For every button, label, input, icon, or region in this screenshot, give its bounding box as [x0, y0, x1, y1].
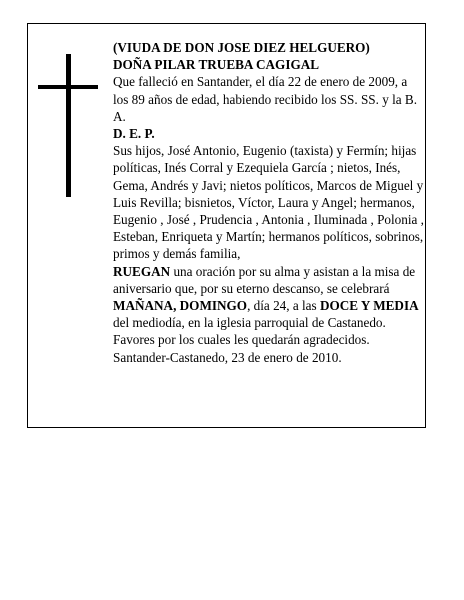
ruegan-word: RUEGAN	[113, 263, 171, 279]
deceased-name: DOÑA PILAR TRUEBA CAGIGAL	[113, 57, 320, 73]
mass-day: MAÑANA, DOMINGO	[113, 298, 248, 314]
mass-time: DOCE Y MEDIA	[319, 298, 419, 314]
cross-horizontal-bar	[38, 85, 98, 89]
mass-date-text: , día 24, a las	[247, 298, 320, 314]
latin-cross-icon	[38, 54, 98, 197]
dep-line: D. E. P.	[113, 126, 155, 142]
family-list	[113, 142, 425, 262]
signoff-line: Santander-Castanedo, 23 de enero de 2010.	[113, 349, 342, 365]
cross-vertical-bar	[66, 54, 71, 197]
mass-place-text: del mediodía, en la iglesia parroquial de Castanedo. Favores por los cuales les quedarán agradecidos.	[113, 315, 386, 348]
death-info: Que falleció en Santander, el día 22 de enero de 2009, a los 89 años de edad, habiendo recibido los SS. SS. y la B. A.	[113, 74, 418, 124]
mass-invitation	[113, 263, 425, 349]
request-text: una oración por su alma y asistan a la misa de aniversario que, por su eterno descanso, se celebrará	[113, 263, 416, 296]
family-text: Sus hijos, José Antonio, Eugenio (taxista) y Fermín; hijas políticas, Inés Corral y Ezequiela García ; nietos, Inés, Gema, Andrés y Javi; nietos políticos, Marcos de Miguel y Luis Revilla; bisnietos, Víctor, Laura y Angel; hermanos, Eugenio , José , Prudencia , Antonia , Iluminada , Polonia , Esteban, Enriqueta y Martín; hermanos políticos, sobrinos, primos y demás familia,	[113, 143, 424, 262]
widow-line: (VIUDA DE DON JOSE DIEZ HELGUERO)	[113, 40, 370, 55]
obituary-text	[113, 39, 425, 366]
